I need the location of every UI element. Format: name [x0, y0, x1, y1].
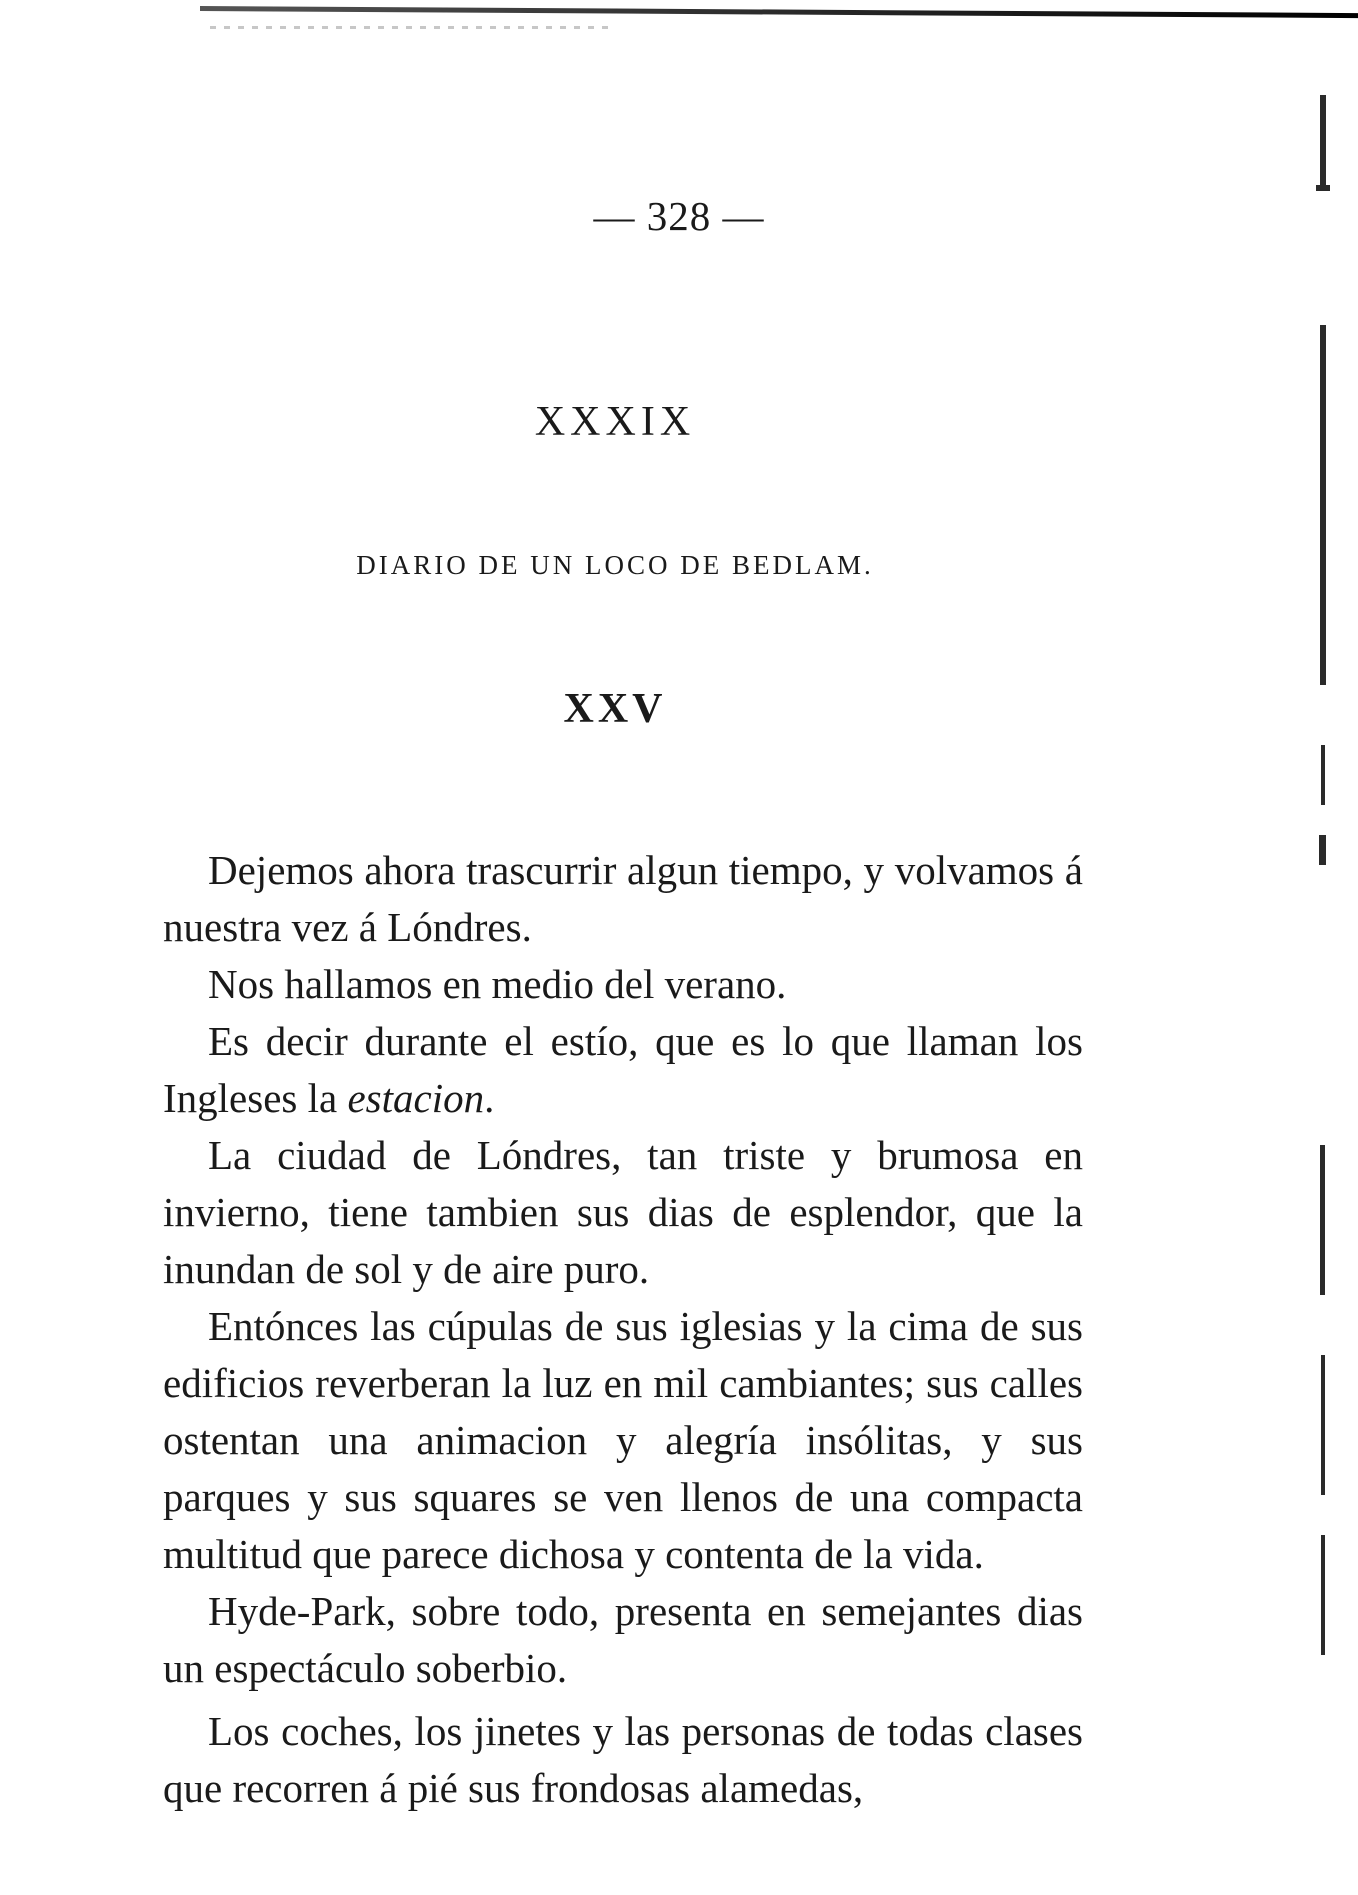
- italic-term: estacion: [347, 1075, 485, 1121]
- top-rule-bleed: [210, 26, 610, 29]
- page-number: — 328 —: [593, 193, 765, 239]
- chapter-title: DIARIO DE UN LOCO DE BEDLAM.: [356, 550, 874, 580]
- paragraph: Los coches, los jinetes y las personas de todas clases que recorren á pié sus frondosas alamedas,: [163, 1708, 1083, 1811]
- binding-edge: [1316, 95, 1330, 1895]
- paragraph: Hyde-Park, sobre todo, presenta en semejantes dias un espectáculo soberbio.: [163, 1588, 1083, 1691]
- paragraph: [163, 1013, 1083, 1127]
- paragraph: La ciudad de Lóndres, tan triste y brumosa en invierno, tiene tambien sus dias de esplendor, que la inundan de sol y de aire puro.: [163, 1132, 1083, 1292]
- chapter-number: XXXIX: [534, 399, 696, 445]
- paragraph-text: Es decir durante el estío, que es lo que llaman los Ingleses la: [163, 1018, 1083, 1121]
- paragraph: Dejemos ahora trascurrir algun tiempo, y volvamos á nuestra vez á Lóndres.: [163, 847, 1083, 950]
- section-number: XXV: [563, 686, 667, 732]
- paragraph: Nos hallamos en medio del verano.: [208, 961, 787, 1007]
- body-text: [163, 842, 1083, 1817]
- paragraph: Entónces las cúpulas de sus iglesias y la cima de sus edificios reverberan la luz en mil cambiantes; sus calles ostentan una animacion y alegría insólitas, y sus parques y sus squares se ven llenos de una compacta multitud que parece dichosa y contenta de la vida.: [163, 1303, 1083, 1577]
- paragraph-text: .: [484, 1075, 495, 1121]
- top-rule: [200, 6, 1358, 18]
